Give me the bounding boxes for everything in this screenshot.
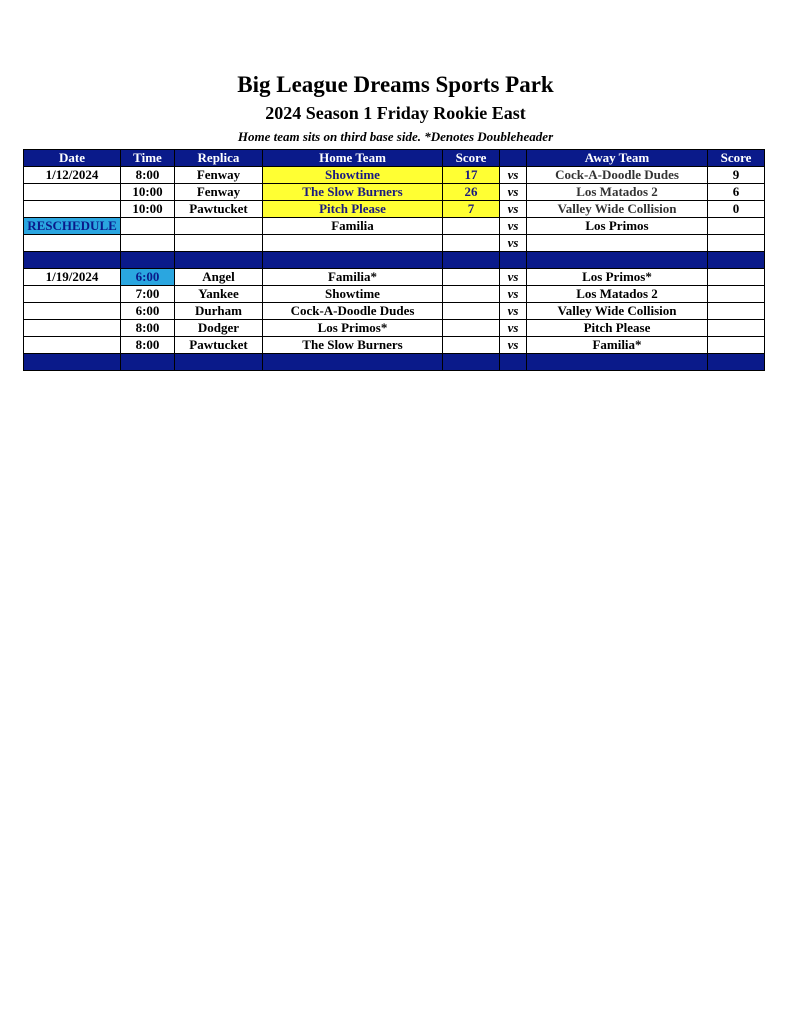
cell-home-team: Pitch Please — [263, 201, 443, 218]
cell-time: 8:00 — [121, 337, 175, 354]
cell-time: 10:00 — [121, 201, 175, 218]
reschedule-label: RESCHEDULE — [24, 218, 121, 235]
cell-time: 10:00 — [121, 184, 175, 201]
table-row — [24, 218, 765, 235]
cell-away-team: Valley Wide Collision — [527, 201, 708, 218]
cell-time — [121, 218, 175, 235]
table-row — [24, 167, 765, 184]
cell-away-team: Los Matados 2 — [527, 184, 708, 201]
cell-away-team: Cock-A-Doodle Dudes — [527, 167, 708, 184]
cell-time: 6:00 — [121, 303, 175, 320]
col-header-replica: Replica — [175, 150, 263, 167]
cell-home-team: The Slow Burners — [263, 184, 443, 201]
cell-vs: vs — [500, 337, 527, 354]
cell-time: 6:00 — [121, 269, 175, 286]
cell-away-team: Pitch Please — [527, 320, 708, 337]
cell-replica: Dodger — [175, 320, 263, 337]
cell-away-score — [708, 320, 765, 337]
cell-home-score — [443, 337, 500, 354]
cell-home-score — [443, 218, 500, 235]
cell-away-score — [708, 337, 765, 354]
cell-vs: vs — [500, 320, 527, 337]
cell-date — [24, 184, 121, 201]
header-row — [24, 150, 765, 167]
cell-away-team: Valley Wide Collision — [527, 303, 708, 320]
cell-replica: Durham — [175, 303, 263, 320]
cell-date: 1/12/2024 — [24, 167, 121, 184]
cell-date — [24, 303, 121, 320]
cell-away-team: Los Primos* — [527, 269, 708, 286]
cell-replica — [175, 235, 263, 252]
page-title: Big League Dreams Sports Park — [237, 72, 554, 97]
schedule-table — [23, 149, 765, 371]
cell-away-score: 9 — [708, 167, 765, 184]
cell-away-team: Familia* — [527, 337, 708, 354]
cell-date — [24, 201, 121, 218]
table-row — [24, 320, 765, 337]
page-note: Home team sits on third base side. *Denotes Doubleheader — [237, 129, 554, 144]
cell-home-team: Familia — [263, 218, 443, 235]
cell-vs: vs — [500, 201, 527, 218]
cell-vs: vs — [500, 303, 527, 320]
separator-row — [24, 252, 765, 269]
cell-time: 8:00 — [121, 167, 175, 184]
table-row — [24, 286, 765, 303]
cell-home-team: Cock-A-Doodle Dudes — [263, 303, 443, 320]
cell-home-team: Showtime — [263, 286, 443, 303]
cell-date — [24, 235, 121, 252]
cell-replica: Fenway — [175, 184, 263, 201]
cell-away-score — [708, 303, 765, 320]
cell-replica: Angel — [175, 269, 263, 286]
table-row — [24, 269, 765, 286]
cell-away-team: Los Primos — [527, 218, 708, 235]
table-row — [24, 235, 765, 252]
cell-home-score — [443, 235, 500, 252]
cell-away-score: 6 — [708, 184, 765, 201]
cell-home-score — [443, 286, 500, 303]
cell-home-team: The Slow Burners — [263, 337, 443, 354]
cell-vs: vs — [500, 184, 527, 201]
cell-vs: vs — [500, 269, 527, 286]
col-header-home-team: Home Team — [263, 150, 443, 167]
cell-replica: Fenway — [175, 167, 263, 184]
cell-date — [24, 286, 121, 303]
col-header-home-score: Score — [443, 150, 500, 167]
cell-replica: Pawtucket — [175, 337, 263, 354]
table-row — [24, 201, 765, 218]
cell-away-score — [708, 269, 765, 286]
cell-home-score — [443, 303, 500, 320]
cell-vs: vs — [500, 167, 527, 184]
cell-away-score: 0 — [708, 201, 765, 218]
cell-home-score — [443, 269, 500, 286]
cell-away-team — [527, 235, 708, 252]
cell-away-score — [708, 218, 765, 235]
cell-home-score: 17 — [443, 167, 500, 184]
col-header-away-score: Score — [708, 150, 765, 167]
cell-vs: vs — [500, 286, 527, 303]
cell-replica — [175, 218, 263, 235]
cell-replica: Pawtucket — [175, 201, 263, 218]
cell-time: 8:00 — [121, 320, 175, 337]
table-row — [24, 303, 765, 320]
col-header-away-team: Away Team — [527, 150, 708, 167]
cell-away-score — [708, 235, 765, 252]
cell-home-team: Los Primos* — [263, 320, 443, 337]
separator-row — [24, 354, 765, 371]
cell-home-score: 26 — [443, 184, 500, 201]
col-header-vs — [500, 150, 527, 167]
cell-date — [24, 320, 121, 337]
page-subtitle: 2024 Season 1 Friday Rookie East — [265, 103, 526, 123]
cell-vs: vs — [500, 218, 527, 235]
cell-home-score — [443, 320, 500, 337]
cell-time — [121, 235, 175, 252]
cell-home-score: 7 — [443, 201, 500, 218]
cell-date: 1/19/2024 — [24, 269, 121, 286]
cell-away-team: Los Matados 2 — [527, 286, 708, 303]
cell-home-team: Showtime — [263, 167, 443, 184]
cell-home-team: Familia* — [263, 269, 443, 286]
cell-away-score — [708, 286, 765, 303]
table-row — [24, 337, 765, 354]
cell-home-team — [263, 235, 443, 252]
col-header-date: Date — [24, 150, 121, 167]
cell-replica: Yankee — [175, 286, 263, 303]
cell-time: 7:00 — [121, 286, 175, 303]
table-row — [24, 184, 765, 201]
cell-date — [24, 337, 121, 354]
cell-vs: vs — [500, 235, 527, 252]
col-header-time: Time — [121, 150, 175, 167]
